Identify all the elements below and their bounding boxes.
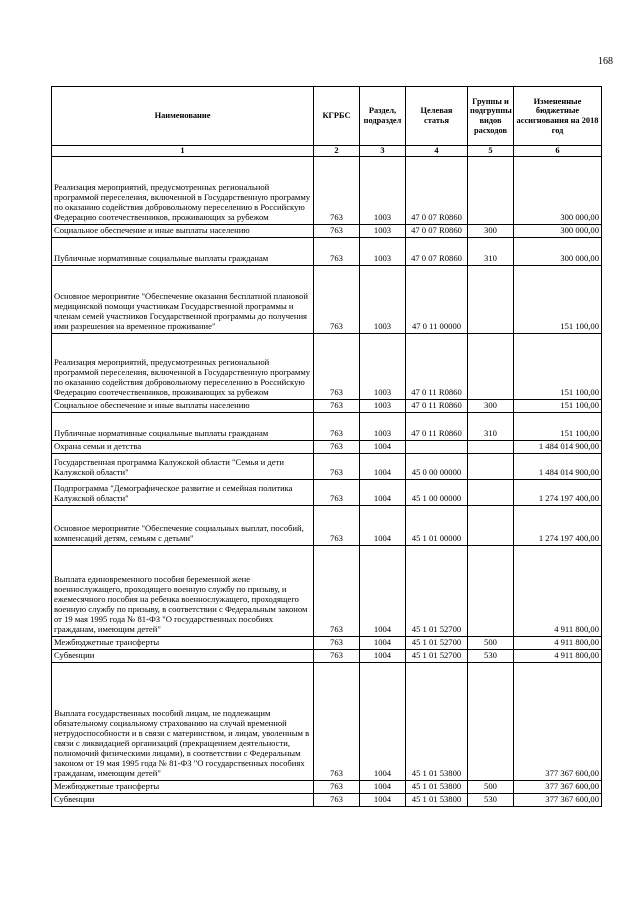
header-row (52, 87, 602, 146)
header-kgrbs: КГРБС (314, 87, 360, 146)
column-number: 3 (360, 146, 406, 157)
table-row (52, 545, 602, 636)
row-group (468, 479, 514, 505)
row-amount: 151 100,00 (514, 265, 602, 333)
row-amount: 300 000,00 (514, 237, 602, 265)
row-kgrbs: 763 (314, 636, 360, 649)
row-group: 300 (468, 225, 514, 238)
row-name: Публичные нормативные социальные выплаты гражданам (52, 412, 314, 440)
row-name: Выплата государственных пособий лицам, не подлежащим обязательному социальному страхованию на случай временной нетрудоспособности и в связи с материнством, и лицам, уволенным в связи с ликвидацией организаций (прекращением деятельности, полномочий физическими лицами), в соответствии с Федеральным законом от 19 мая 1995 года № 81-ФЗ "О государственных пособиях гражданам, имеющим детей" (52, 662, 314, 780)
row-target: 47 0 11 R0860 (406, 333, 468, 399)
row-kgrbs: 763 (314, 333, 360, 399)
row-name: Основное мероприятие "Обеспечение социальных выплат, пособий, компенсаций детям, семьям с детьми" (52, 505, 314, 545)
row-amount: 377 367 600,00 (514, 662, 602, 780)
table-row (52, 399, 602, 412)
table-row (52, 505, 602, 545)
header-name: Наименование (52, 87, 314, 146)
row-section: 1004 (360, 780, 406, 793)
header-groups: Группы и подгруппы видов расходов (468, 87, 514, 146)
row-target: 47 0 11 R0860 (406, 412, 468, 440)
row-kgrbs: 763 (314, 412, 360, 440)
row-amount: 151 100,00 (514, 333, 602, 399)
row-group: 500 (468, 636, 514, 649)
column-number: 2 (314, 146, 360, 157)
row-kgrbs: 763 (314, 505, 360, 545)
table-row (52, 225, 602, 238)
row-group (468, 662, 514, 780)
row-target: 45 1 01 53800 (406, 662, 468, 780)
budget-table (51, 86, 602, 807)
row-amount: 151 100,00 (514, 412, 602, 440)
table-row (52, 333, 602, 399)
row-target: 45 1 01 00000 (406, 505, 468, 545)
table-row (52, 780, 602, 793)
row-kgrbs: 763 (314, 649, 360, 662)
row-amount: 300 000,00 (514, 157, 602, 225)
row-group (468, 157, 514, 225)
row-target (406, 440, 468, 453)
row-group: 530 (468, 649, 514, 662)
row-name: Охрана семьи и детства (52, 440, 314, 453)
row-group (468, 440, 514, 453)
row-name: Выплата единовременного пособия беременной жене военнослужащего, проходящего военную службу по призыву, и ежемесячного пособия на ребенка военнослужащего, проходящего военную службу по призыву, в соответствии с Федеральным законом от 19 мая 1995 года № 81-ФЗ "О государственных пособиях гражданам, имеющим детей" (52, 545, 314, 636)
row-group (468, 545, 514, 636)
row-target: 47 0 11 R0860 (406, 399, 468, 412)
row-group (468, 453, 514, 479)
row-amount: 4 911 800,00 (514, 545, 602, 636)
header-target: Целевая статья (406, 87, 468, 146)
row-name: Основное мероприятие "Обеспечение оказания бесплатной плановой медицинской помощи участникам Государственной программы и членам семей участников Государственной программы до получения ими разрешения на временное проживание" (52, 265, 314, 333)
row-section: 1004 (360, 636, 406, 649)
row-name: Социальное обеспечение и иные выплаты населению (52, 399, 314, 412)
page-number: 168 (598, 56, 613, 67)
header-amount: Измененные бюджетные ассигнования на 2018 год (514, 87, 602, 146)
row-section: 1004 (360, 793, 406, 806)
row-amount: 1 274 197 400,00 (514, 505, 602, 545)
table-row (52, 453, 602, 479)
row-kgrbs: 763 (314, 545, 360, 636)
row-name: Публичные нормативные социальные выплаты гражданам (52, 237, 314, 265)
column-number: 6 (514, 146, 602, 157)
table-row (52, 649, 602, 662)
row-section: 1004 (360, 545, 406, 636)
row-section: 1003 (360, 399, 406, 412)
table-row (52, 157, 602, 225)
row-kgrbs: 763 (314, 793, 360, 806)
row-amount: 377 367 600,00 (514, 793, 602, 806)
table-row (52, 237, 602, 265)
row-kgrbs: 763 (314, 225, 360, 238)
row-kgrbs: 763 (314, 780, 360, 793)
row-section: 1003 (360, 412, 406, 440)
row-group: 300 (468, 399, 514, 412)
row-amount: 1 484 014 900,00 (514, 453, 602, 479)
row-name: Подпрограмма "Демографическое развитие и семейная политика Калужской области" (52, 479, 314, 505)
table-row (52, 479, 602, 505)
row-section: 1004 (360, 440, 406, 453)
row-section: 1004 (360, 505, 406, 545)
row-name: Межбюджетные трансферты (52, 780, 314, 793)
row-name: Субвенции (52, 649, 314, 662)
row-name: Реализация мероприятий, предусмотренных региональной программой переселения, включенной в Государственную программу по оказанию содействия добровольному переселению в Российскую Федерацию соотечественников, проживающих за рубежом (52, 333, 314, 399)
row-target: 45 1 01 53800 (406, 793, 468, 806)
row-name: Государственная программа Калужской области "Семья и дети Калужской области" (52, 453, 314, 479)
column-number-row (52, 146, 602, 157)
column-number: 5 (468, 146, 514, 157)
row-section: 1004 (360, 479, 406, 505)
row-target: 45 1 00 00000 (406, 479, 468, 505)
row-group (468, 333, 514, 399)
row-section: 1003 (360, 265, 406, 333)
row-kgrbs: 763 (314, 399, 360, 412)
table-row (52, 440, 602, 453)
row-section: 1003 (360, 157, 406, 225)
row-name: Реализация мероприятий, предусмотренных региональной программой переселения, включенной в Государственную программу по оказанию содействия добровольному переселению в Российскую Федерацию соотечественников, проживающих за рубежом (52, 157, 314, 225)
row-amount: 1 484 014 900,00 (514, 440, 602, 453)
row-amount: 151 100,00 (514, 399, 602, 412)
row-group: 310 (468, 237, 514, 265)
row-name: Субвенции (52, 793, 314, 806)
row-kgrbs: 763 (314, 479, 360, 505)
row-group (468, 265, 514, 333)
row-section: 1003 (360, 225, 406, 238)
row-target: 47 0 07 R0860 (406, 237, 468, 265)
row-group: 500 (468, 780, 514, 793)
row-section: 1003 (360, 237, 406, 265)
row-target: 45 1 01 53800 (406, 780, 468, 793)
row-kgrbs: 763 (314, 265, 360, 333)
row-target: 45 0 00 00000 (406, 453, 468, 479)
row-target: 45 1 01 52700 (406, 636, 468, 649)
row-section: 1004 (360, 662, 406, 780)
row-amount: 1 274 197 400,00 (514, 479, 602, 505)
row-kgrbs: 763 (314, 157, 360, 225)
row-target: 47 0 07 R0860 (406, 157, 468, 225)
row-name: Социальное обеспечение и иные выплаты населению (52, 225, 314, 238)
row-amount: 300 000,00 (514, 225, 602, 238)
row-target: 47 0 11 00000 (406, 265, 468, 333)
row-group: 530 (468, 793, 514, 806)
row-group: 310 (468, 412, 514, 440)
row-kgrbs: 763 (314, 453, 360, 479)
row-kgrbs: 763 (314, 237, 360, 265)
table-row (52, 412, 602, 440)
row-amount: 4 911 800,00 (514, 636, 602, 649)
row-kgrbs: 763 (314, 440, 360, 453)
row-group (468, 505, 514, 545)
row-amount: 377 367 600,00 (514, 780, 602, 793)
row-target: 47 0 07 R0860 (406, 225, 468, 238)
header-section: Раздел, подраздел (360, 87, 406, 146)
row-target: 45 1 01 52700 (406, 545, 468, 636)
row-section: 1004 (360, 453, 406, 479)
row-section: 1003 (360, 333, 406, 399)
row-amount: 4 911 800,00 (514, 649, 602, 662)
column-number: 1 (52, 146, 314, 157)
table-row (52, 793, 602, 806)
row-target: 45 1 01 52700 (406, 649, 468, 662)
row-section: 1004 (360, 649, 406, 662)
table-row (52, 265, 602, 333)
row-kgrbs: 763 (314, 662, 360, 780)
table-row (52, 636, 602, 649)
column-number: 4 (406, 146, 468, 157)
row-name: Межбюджетные трансферты (52, 636, 314, 649)
table-row (52, 662, 602, 780)
